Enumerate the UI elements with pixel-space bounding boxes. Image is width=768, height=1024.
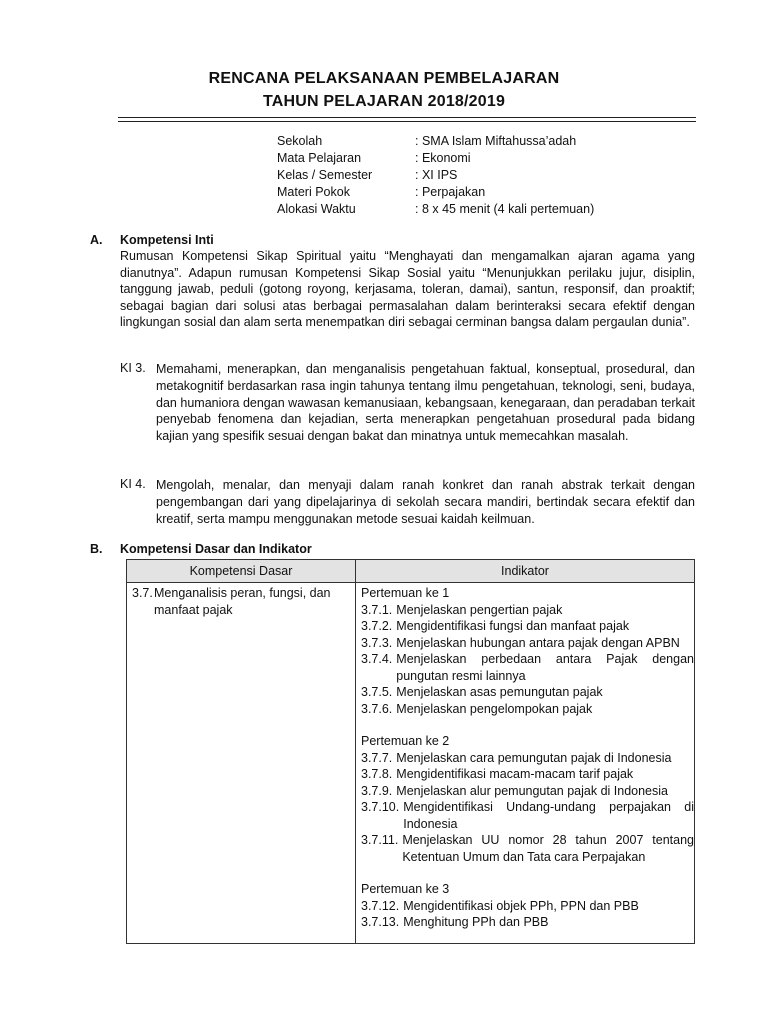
indicator-text: Menjelaskan UU nomor 28 tahun 2007 tentang Ketentuan Umum dan Tata cara Perpajakan [402, 833, 694, 864]
indicator-text: Menghitung PPh dan PBB [403, 915, 549, 929]
indicator-code: 3.7.9. [361, 783, 393, 798]
indicator-text: Mengidentifikasi objek PPh, PPN dan PBB [403, 898, 639, 913]
info-row-class [277, 167, 697, 184]
competence-indicator-table [126, 559, 695, 944]
info-row-time [277, 201, 697, 218]
kd-text: Menganalisis peran, fungsi, dan manfaat pajak [154, 586, 331, 617]
indicator-code: 3.7.10. [361, 800, 400, 814]
info-value: : 8 x 45 menit (4 kali pertemuan) [415, 202, 595, 216]
table-header-row [127, 560, 695, 583]
column-header-indicator: Indikator [356, 560, 695, 583]
core-competence-paragraph: Rumusan Kompetensi Sikap Spiritual yaitu “Menghayati dan mengamalkan ajaran agama yang dianutnya”. Adapun rumusan Kompetensi Sikap Sosial yaitu “Menunjukkan perilaku jujur, disiplin, tanggung jawab, peduli (gotong royong, kerjasama, toleran, damai), santun, responsif, dan proaktif; sebagai bagian dari solusi atas berbagai permasalahan dalam berinteraksi secara efektif dengan lingkungan sosial dan alam serta menempatkan diri sebagai cerminan bangsa dalam pergaulan dunia”. [120, 249, 695, 330]
meeting-2 [361, 733, 694, 865]
indicator-code: 3.7.2. [361, 619, 393, 633]
indicator-item [361, 684, 694, 701]
indicator-item [361, 766, 694, 783]
meeting-title: Pertemuan ke 1 [361, 586, 450, 600]
info-row-topic [277, 184, 697, 201]
ki3-number: KI 3. [120, 361, 146, 375]
section-b-letter: B. [90, 542, 103, 556]
meeting-title: Pertemuan ke 2 [361, 734, 450, 748]
indicator-code: 3.7.6. [361, 701, 393, 716]
info-value: : Ekonomi [415, 151, 471, 165]
meeting-title: Pertemuan ke 3 [361, 882, 450, 896]
indicator-text: Menjelaskan pengelompokan pajak [396, 701, 593, 716]
section-b-heading: Kompetensi Dasar dan Indikator [120, 542, 312, 556]
indicator-text: Menjelaskan hubungan antara pajak dengan APBN [396, 635, 680, 650]
meeting-3 [361, 881, 694, 931]
info-label: Mata Pelajaran [277, 151, 362, 165]
indicator-text: Mengidentifikasi macam-macam tarif pajak [396, 767, 634, 781]
indicator-code: 3.7.11. [361, 833, 399, 847]
indicator-item [361, 602, 694, 619]
title-rule-bottom [118, 121, 696, 122]
indicator-item [361, 898, 694, 915]
info-label: Kelas / Semester [277, 168, 373, 182]
indicator-item [361, 799, 694, 832]
indicator-code: 3.7.12. [361, 898, 400, 913]
identity-block [277, 133, 697, 218]
info-label: Alokasi Waktu [277, 202, 356, 216]
indicator-text: Mengidentifikasi Undang-undang perpajakan di Indonesia [403, 800, 694, 831]
indicator-item [361, 832, 694, 865]
section-a-heading: Kompetensi Inti [120, 233, 214, 247]
ki4-number: KI 4. [120, 477, 146, 491]
document-subtitle: TAHUN PELAJARAN 2018/2019 [262, 93, 506, 110]
indicator-code: 3.7.3. [361, 635, 393, 650]
indicator-code: 3.7.1. [361, 602, 393, 617]
indicator-code: 3.7.13. [361, 915, 400, 929]
info-value: : Perpajakan [415, 185, 486, 199]
indicator-code: 3.7.8. [361, 767, 393, 781]
indicator-text: Menjelaskan alur pemungutan pajak di Indonesia [396, 783, 668, 798]
table-row [127, 583, 695, 944]
column-header-kd: Kompetensi Dasar [127, 560, 356, 583]
info-value: : XI IPS [415, 168, 458, 182]
ki4-text: Mengolah, menalar, dan menyaji dalam ranah konkret dan ranah abstrak terkait dengan pengembangan dari yang dipelajarinya di sekolah secara mandiri, bertindak secara efektif dan kreatif, serta mampu menggunakan metode sesuai kaidah keilmuan. [156, 478, 695, 526]
indicator-text: Menjelaskan pengertian pajak [396, 602, 563, 617]
indicator-item [361, 635, 694, 652]
indicator-code: 3.7.7. [361, 750, 393, 765]
info-label: Materi Pokok [277, 185, 350, 199]
info-label: Sekolah [277, 134, 323, 148]
info-value: : SMA Islam Miftahussa’adah [415, 134, 577, 148]
indicator-text: Menjelaskan asas pemungutan pajak [396, 685, 603, 699]
indicator-item [361, 618, 694, 635]
title-rule-top [118, 117, 696, 118]
indicator-text: Mengidentifikasi fungsi dan manfaat pajak [396, 619, 630, 633]
indicator-code: 3.7.4. [361, 652, 393, 666]
info-row-subject [277, 150, 697, 167]
indicator-text: Menjelaskan cara pemungutan pajak di Indonesia [396, 750, 672, 765]
document-title: RENCANA PELAKSANAAN PEMBELAJARAN [208, 70, 560, 87]
ki3-text: Memahami, menerapkan, dan menganalisis pengetahuan faktual, konseptual, prosedural, dan metakognitif berdasarkan rasa ingin tahunya tentang ilmu pengetahuan, teknologi, seni, budaya, dan humaniora dengan wawasan kemanusiaan, kebangsaan, kenegaraan, dan peradaban terkait penyebab fenomena dan kejadian, serta menerapkan pengetahuan prosedural pada bidang kajian yang spesifik sesuai dengan bakat dan minatnya untuk memecahkan masalah. [156, 362, 695, 444]
indicator-item [361, 783, 694, 800]
indicator-item [361, 914, 694, 931]
kd-item [127, 585, 355, 618]
indicator-text: Menjelaskan perbedaan antara Pajak dengan pungutan resmi lainnya [396, 652, 694, 683]
indicator-item [361, 701, 694, 718]
kd-cell [127, 583, 356, 944]
indicator-cell [356, 583, 695, 944]
meeting-1 [361, 585, 694, 717]
kd-code: 3.7. [132, 586, 153, 600]
indicator-item [361, 651, 694, 684]
info-row-school [277, 133, 697, 150]
indicator-code: 3.7.5. [361, 685, 393, 699]
indicator-item [361, 750, 694, 767]
section-a-letter: A. [90, 233, 103, 247]
